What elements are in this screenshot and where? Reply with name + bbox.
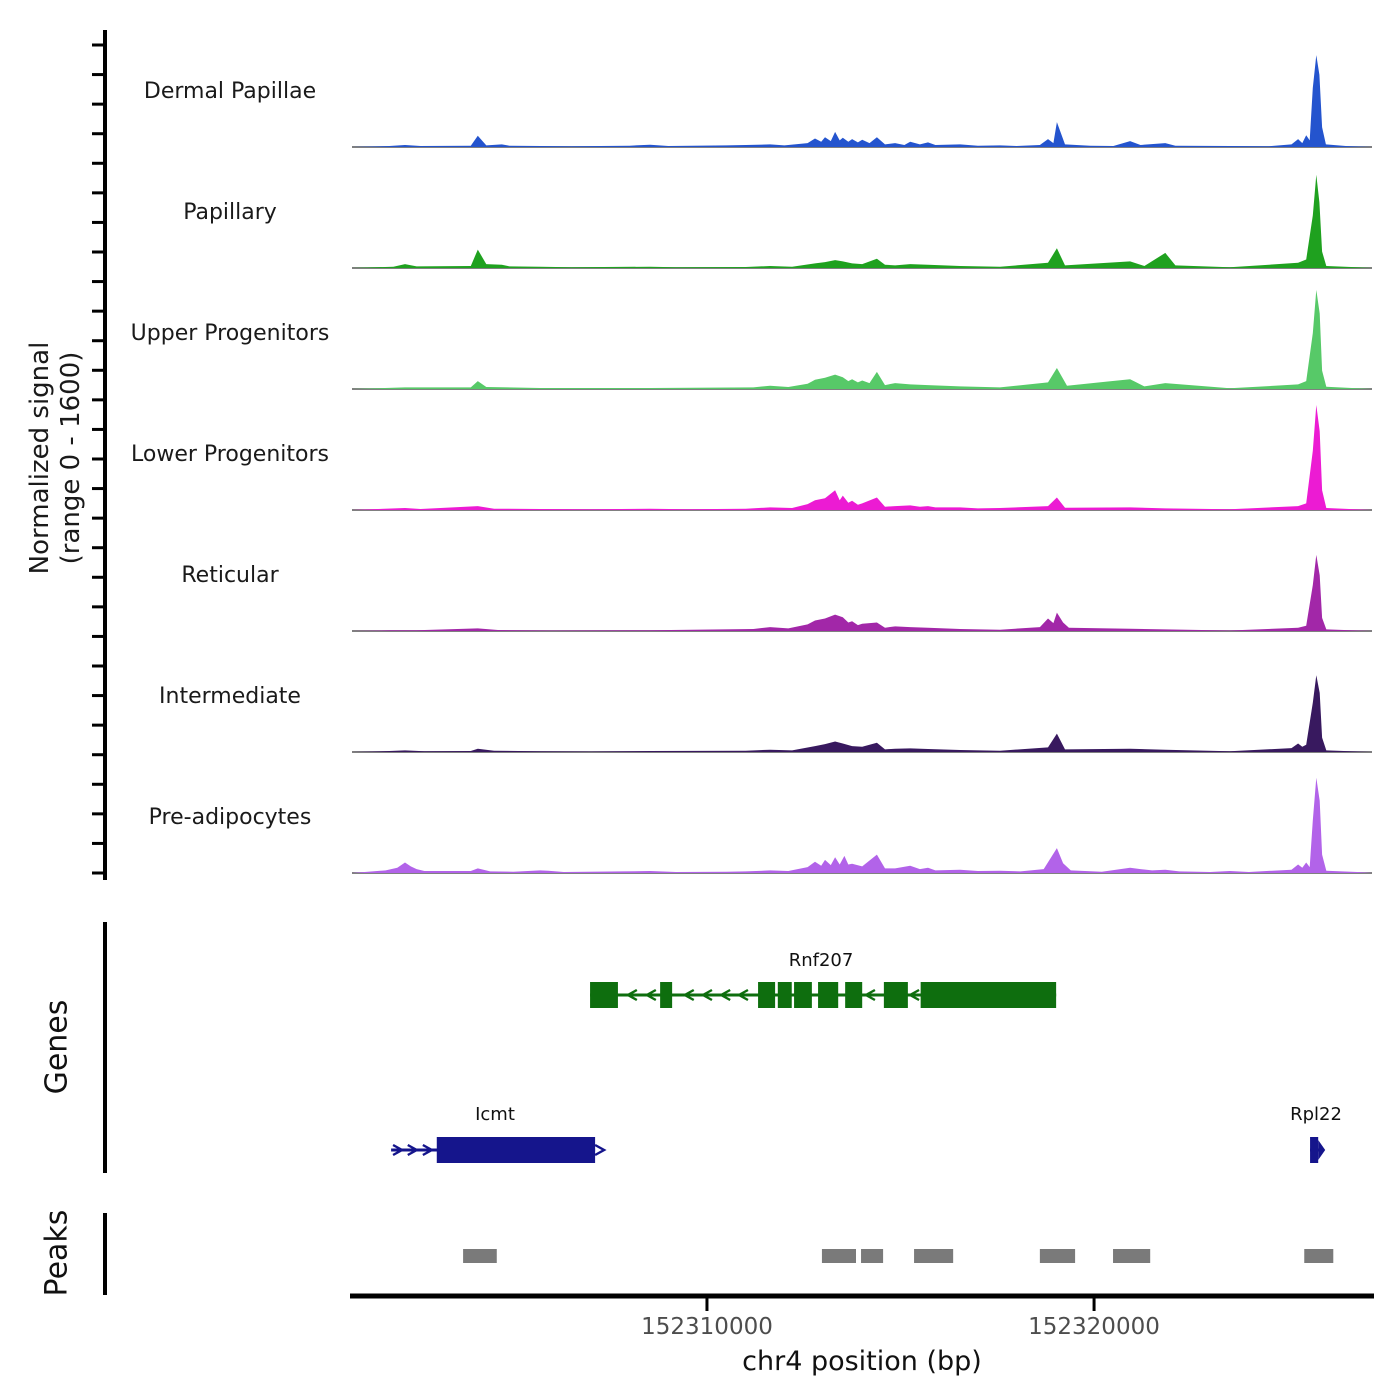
gene-exon-rnf207: [778, 982, 792, 1008]
gene-exon-rnf207: [660, 982, 672, 1008]
signal-area-reticular: [352, 555, 1372, 631]
y-axis-label-line1: Normalized signal: [25, 341, 55, 575]
track-label: Pre-adipocytes: [148, 805, 312, 830]
peak-region: [861, 1249, 883, 1263]
peak-region: [1113, 1249, 1150, 1263]
peak-region: [914, 1249, 953, 1263]
gene-exon-rnf207: [884, 982, 908, 1008]
gene-exon-icmt: [437, 1137, 595, 1163]
x-tick-label-152320000: 152320000: [1028, 1314, 1160, 1340]
signal-area-pre-adipocytes: [352, 778, 1372, 873]
track-label: Upper Progenitors: [130, 321, 330, 346]
signal-area-papillary: [352, 175, 1372, 268]
peak-region: [463, 1249, 497, 1263]
peak-region: [1040, 1249, 1075, 1263]
gene-exon-rnf207: [921, 982, 1056, 1008]
track-label: Intermediate: [159, 684, 301, 709]
gene-exon-rnf207: [794, 982, 812, 1008]
peak-region: [822, 1249, 856, 1263]
gene-exon-rnf207: [818, 982, 838, 1008]
y-axis-label-line2: (range 0 - 1600): [56, 351, 86, 565]
signal-area-upper-progenitors: [352, 290, 1372, 389]
track-label: Lower Progenitors: [131, 442, 329, 467]
peaks-section-label: Peaks: [39, 1209, 75, 1297]
strand-arrow: [595, 1145, 604, 1155]
genes-section-label: Genes: [39, 999, 75, 1095]
track-label: Reticular: [181, 563, 279, 588]
track-label: Papillary: [183, 200, 277, 225]
gene-label-rnf207: Rnf207: [788, 950, 854, 971]
gene-label-icmt: Icmt: [475, 1104, 515, 1125]
gene-exon-rnf207: [758, 982, 775, 1008]
gene-exon-rnf207: [590, 982, 618, 1008]
signal-area-lower-progenitors: [352, 405, 1372, 510]
gene-exon-rpl22: [1310, 1137, 1318, 1163]
signal-area-intermediate: [352, 675, 1372, 752]
signal-area-dermal-papillae: [352, 55, 1372, 147]
track-label: Dermal Papillae: [143, 79, 317, 104]
gene-exon-rnf207: [845, 982, 862, 1008]
gene-label-rpl22: Rpl22: [1290, 1104, 1342, 1125]
x-tick-label-152310000: 152310000: [641, 1314, 773, 1340]
gene-arrowhead-rpl22: [1318, 1140, 1325, 1160]
peak-region: [1304, 1249, 1333, 1263]
x-axis-title: chr4 position (bp): [742, 1346, 982, 1377]
